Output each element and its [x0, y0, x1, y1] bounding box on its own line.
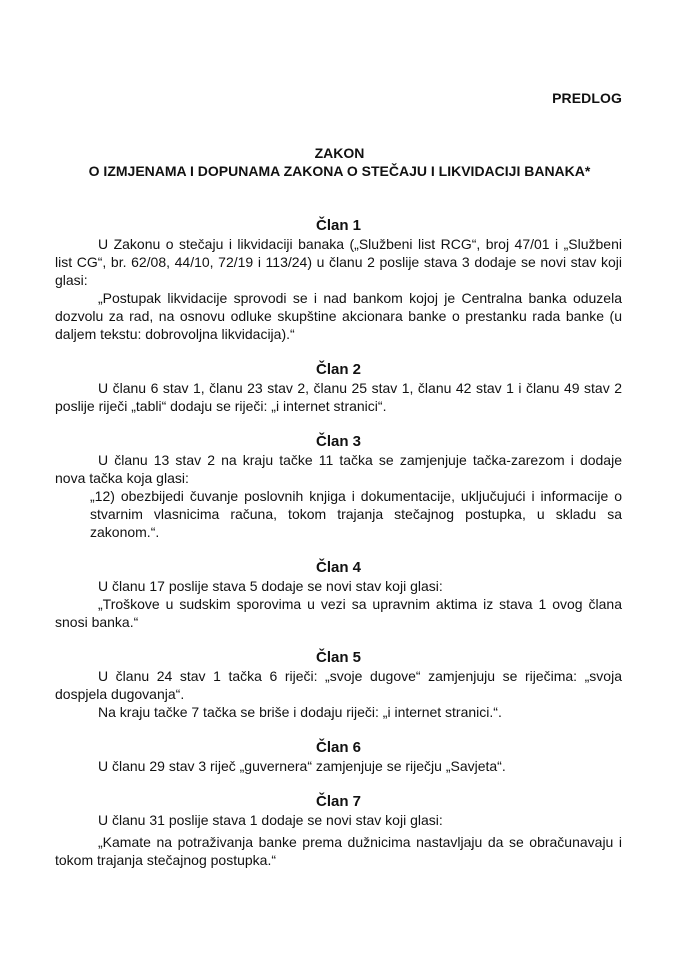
article-heading: Član 4: [315, 559, 361, 576]
proposal-stamp: PREDLOG: [552, 90, 622, 106]
article-quote: „Postupak likvidacije sprovodi se i nad bankom kojoj je Centralna banka oduzela dozvolu za rad, na osnovu odluke skupštine akcionara banke o prestanku rada banke (u daljem tekstu: dobrovoljna likvidacija).“: [55, 290, 622, 342]
article-paragraph: U članu 17 poslije stava 5 dodaje se novi stav koji glasi:: [98, 578, 443, 594]
article-quote: „12) obezbijedi čuvanje poslovnih knjiga i dokumentacije, uključujući i informacije o stvarnim vlasnicima računa, tokom trajanja stečajnog postupka, u skladu sa zakonom.“.: [90, 488, 622, 540]
article-5: [55, 649, 622, 721]
article-paragraph: U Zakonu o stečaju i likvidaciji banaka („Službeni list RCG“, broj 47/01 i „Službeni list CG“, br. 62/08, 44/10, 72/19 i 113/24) u članu 2 poslije stava 3 dodaje se novi stav koji glasi:: [55, 236, 622, 288]
document-title: [0, 144, 679, 180]
article-2: [55, 361, 622, 415]
article-heading: Član 7: [315, 793, 361, 810]
article-quote: „Troškove u sudskim sporovima u vezi sa upravnim aktima iz stava 1 ovog člana snosi banka.“: [55, 596, 622, 630]
article-1: [55, 217, 622, 343]
article-heading: Član 2: [315, 361, 361, 378]
article-paragraph: U članu 29 stav 3 riječ „guvernera“ zamjenjuje se riječju „Savjeta“.: [98, 758, 506, 774]
article-paragraph: Na kraju tačke 7 tačka se briše i dodaju riječi: „i internet stranici.“.: [98, 704, 502, 720]
article-4: [55, 559, 622, 631]
article-quote: „Kamate na potraživanja banke prema dužnicima nastavljaju da se obračunavaju i tokom trajanja stečajnog postupka.“: [55, 834, 622, 868]
article-paragraph: U članu 24 stav 1 tačka 6 riječi: „svoje dugove“ zamjenjuju se riječima: „svoja dospjela dugovanja“.: [55, 668, 622, 702]
article-heading: Član 3: [315, 433, 361, 450]
document-body: [55, 217, 622, 887]
article-paragraph: U članu 6 stav 1, članu 23 stav 2, članu 25 stav 1, članu 42 stav 1 i članu 49 stav 2 poslije riječi „tabli“ dodaju se riječi: „i internet stranici“.: [55, 380, 622, 414]
article-paragraph: U članu 31 poslije stava 1 dodaje se novi stav koji glasi:: [98, 812, 443, 828]
title-law: ZAKON: [314, 145, 365, 161]
article-heading: Član 5: [315, 649, 361, 666]
article-heading: Član 6: [315, 739, 361, 756]
title-subject: O IZMJENAMA I DOPUNAMA ZAKONA O STEČAJU I LIKVIDACIJI BANAKA*: [88, 163, 591, 179]
article-paragraph: U članu 13 stav 2 na kraju tačke 11 tačka se zamjenjuje tačka-zarezom i dodaje nova tačka koja glasi:: [55, 452, 622, 486]
article-6: [55, 739, 622, 775]
article-heading: Član 1: [315, 217, 361, 234]
article-3: [55, 433, 622, 541]
article-7: [55, 793, 622, 869]
